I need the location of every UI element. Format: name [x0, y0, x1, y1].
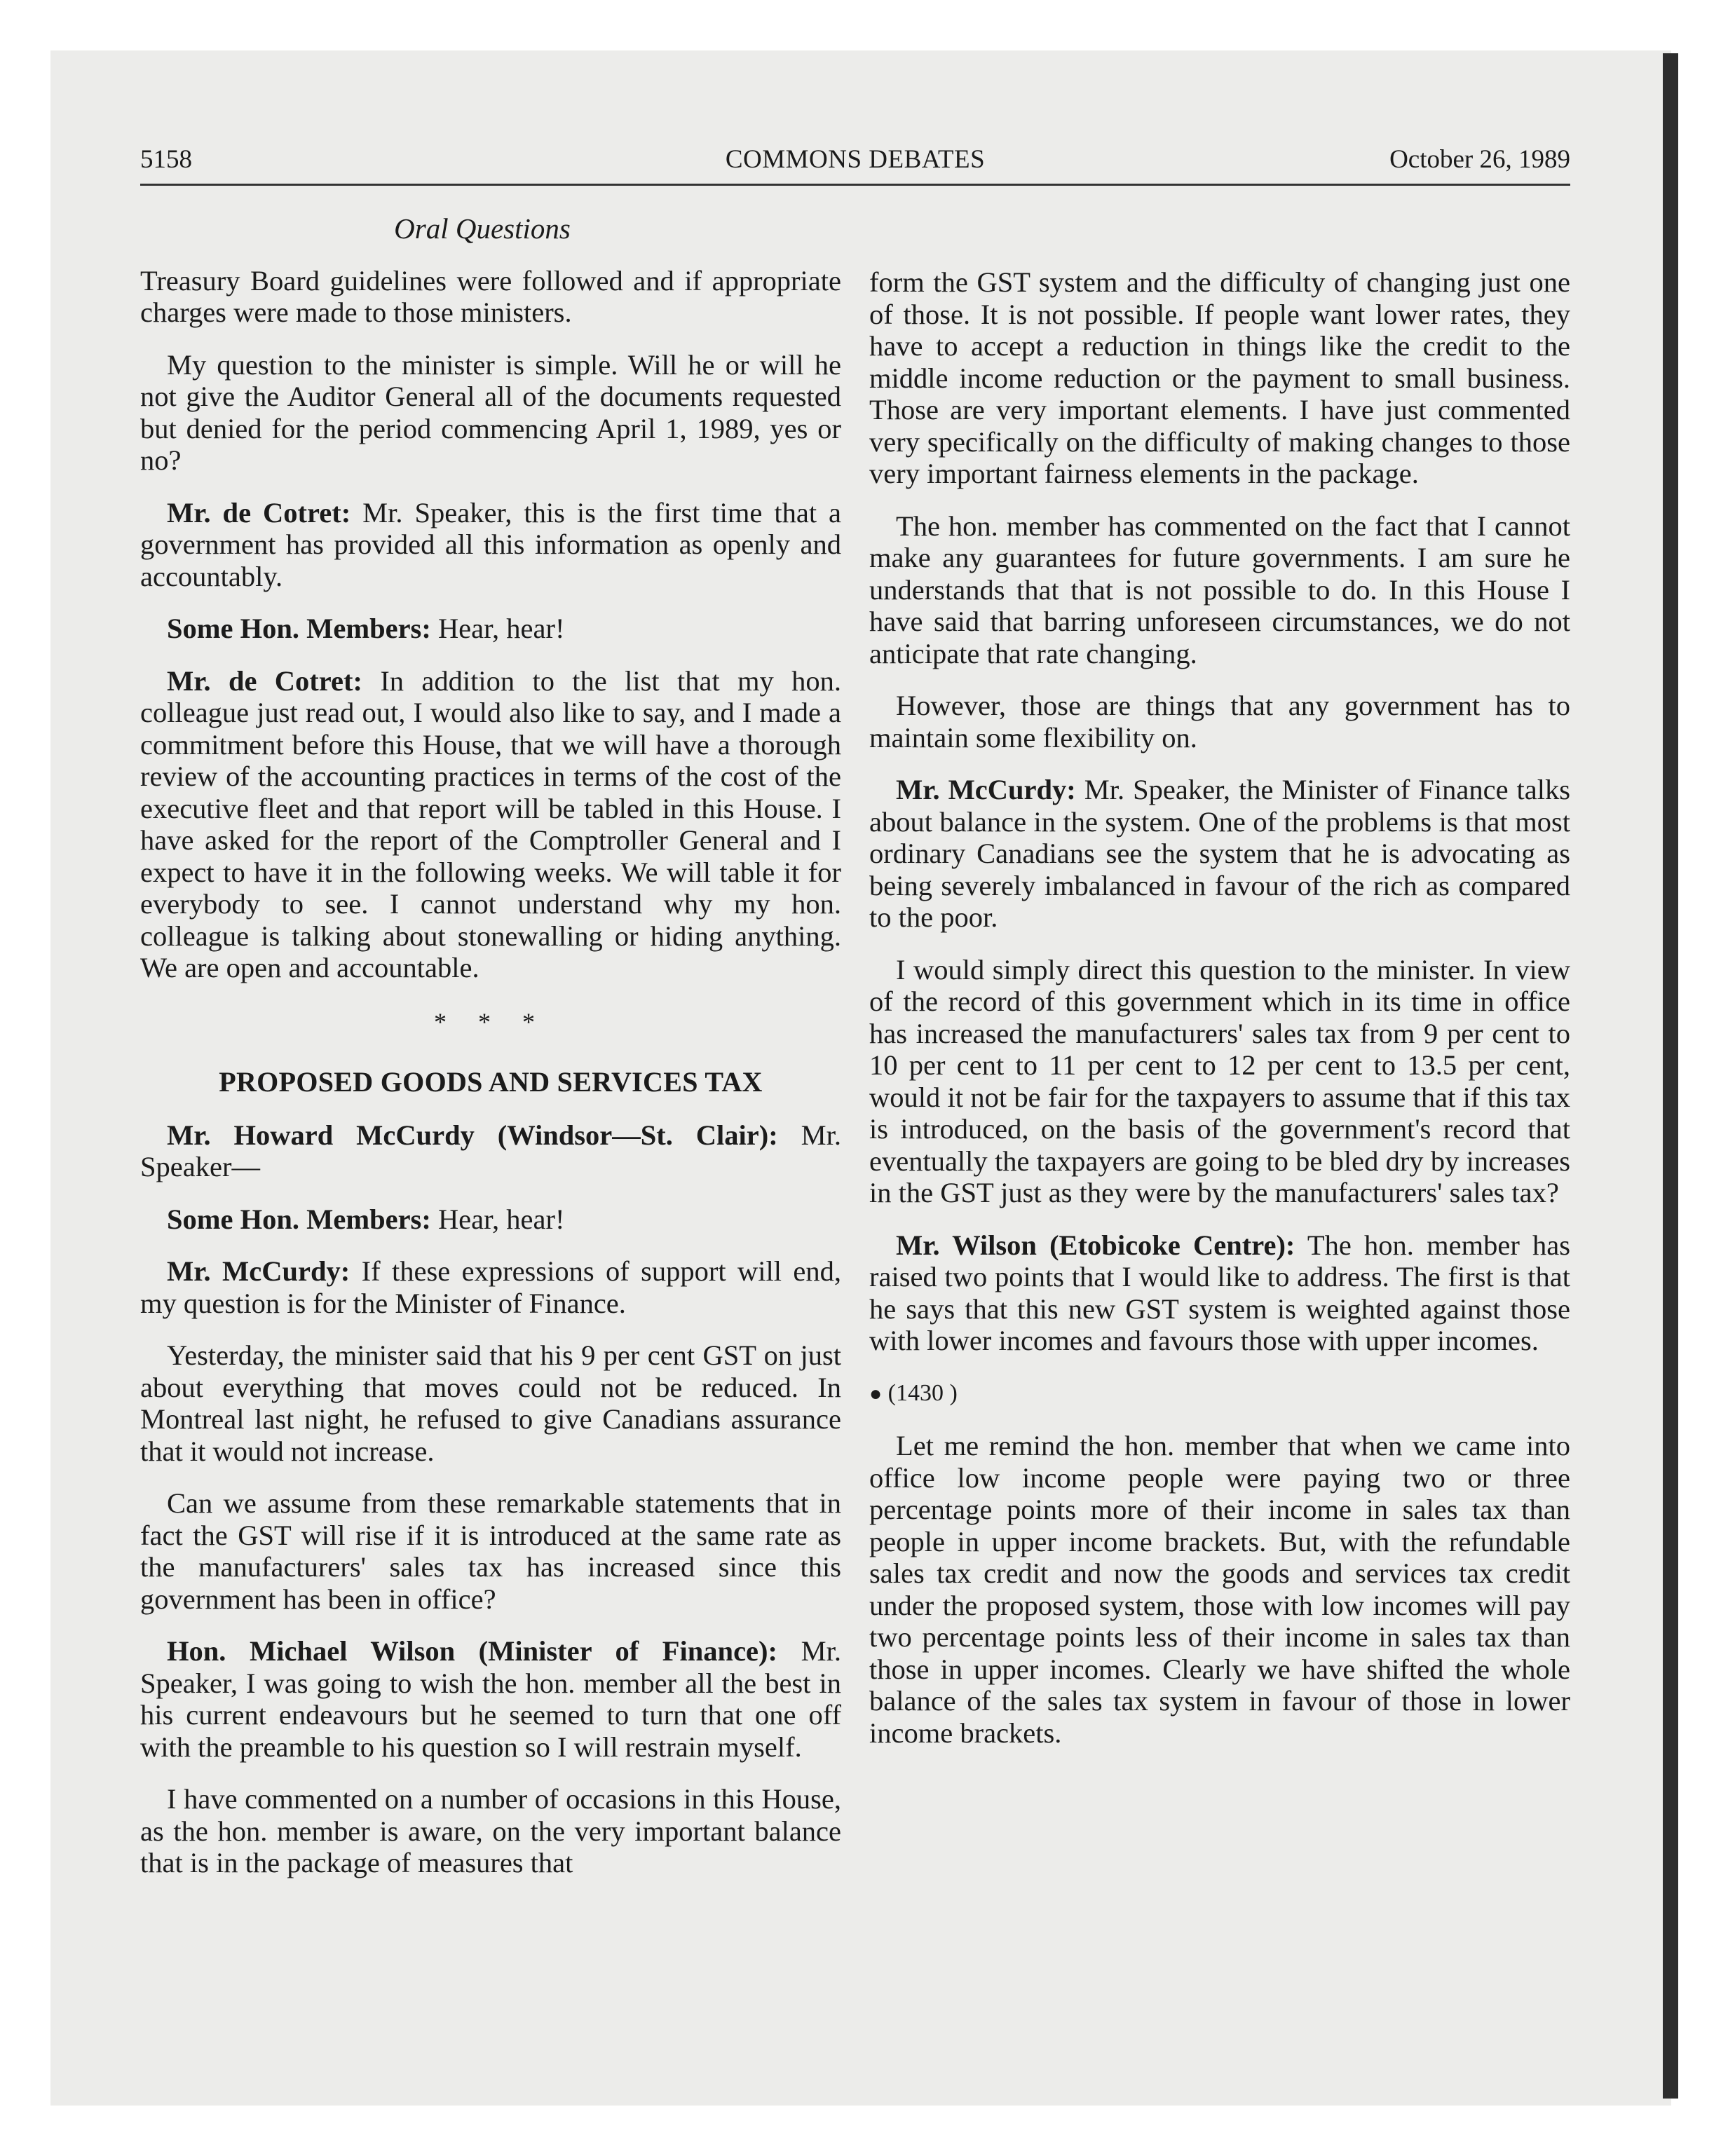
speaker-name: Mr. McCurdy:: [167, 1255, 351, 1287]
paragraph-text: Mr. Speaker, I was going to wish the hon. member all the best in his current endeavours but he seemed to turn that one off with the preamble to his question so I will restrain myself.: [140, 1635, 841, 1763]
right-column: [869, 266, 1570, 1769]
speaker-name: Hon. Michael Wilson (Minister of Finance):: [167, 1635, 778, 1667]
paragraph: [140, 265, 841, 329]
paragraph: [869, 266, 1570, 490]
speaker-name: Some Hon. Members:: [167, 613, 431, 644]
right-paragraphs-2: [869, 1430, 1570, 1749]
speaker-name: Mr. de Cotret:: [167, 664, 362, 697]
paragraph: [869, 1229, 1570, 1357]
paragraph-text: My question to the minister is simple. Will he or will he not give the Auditor General all of the documents requested but denied for the period commencing April 1, 1989, yes or no?: [140, 348, 841, 476]
paragraph-text: Hear, hear!: [437, 613, 565, 644]
paragraph-text: I would simply direct this question to the minister. In view of the record of this government which in its time in office has increased the manufacturers' sales tax from 9 per cent to 10 per cent to 11 per cent to 12 per cent to 13.5 per cent, would it not be fair for the taxpayers to assume that if this tax is introduced, on the basis of the government's record that eventually the taxpayers are going to be bled dry by increases in the GST just as they were by the manufacturers' sales tax?: [869, 953, 1570, 1208]
paragraph: [869, 1430, 1570, 1749]
timestamp-marker: [869, 1377, 1570, 1410]
paragraph-text: Treasury Board guidelines were followed and if appropriate charges were made to those ministers.: [140, 264, 841, 328]
left-paragraphs-2: [140, 1119, 841, 1879]
paragraph: [869, 954, 1570, 1209]
paragraph-text: However, those are things that any government has to maintain some flexibility on.: [869, 690, 1570, 753]
binding-edge: [1663, 53, 1678, 2099]
paragraph: [140, 1119, 841, 1183]
page-header: [140, 137, 1570, 182]
section-separator: * * *: [434, 1007, 547, 1036]
paragraph-text: Can we assume from these remarkable statements that in fact the GST will rise if it is introduced at the same rate as the manufacturers' sales tax has increased since this government has been in office?: [140, 1487, 841, 1615]
paragraph: [140, 1635, 841, 1763]
paragraph: [140, 665, 841, 984]
paragraph: [140, 497, 841, 593]
paragraph-text: Mr. Speaker, this is the first time that a government has provided all this information as openly and accountably.: [140, 496, 841, 592]
paragraph-text: The hon. member has commented on the fact that I cannot make any guarantees for future governments. I am sure he understands that that is not possible to do. In this House I have said that barring unforeseen circumstances, we do not anticipate that rate changing.: [869, 510, 1570, 669]
left-column: [140, 213, 841, 1899]
paragraph-text: form the GST system and the difficulty of changing just one of those. It is not possible. If people want lower rates, they have to accept a reduction in things like the credit to the middle income reduction or the payment to small business. Those are very important elements. I have just commented very specifically on the difficulty of making changes to those very important fairness elements in the package.: [869, 266, 1570, 489]
paragraph: [140, 1339, 841, 1467]
speaker-name: Mr. Wilson (Etobicoke Centre):: [896, 1229, 1295, 1261]
paragraph: [869, 774, 1570, 934]
speaker-name: Mr. Howard McCurdy (Windsor—St. Clair):: [167, 1119, 778, 1151]
journal-title: COMMONS DEBATES: [725, 145, 986, 174]
speaker-name: Some Hon. Members:: [167, 1203, 431, 1235]
paragraph-text: I have commented on a number of occasions in this House, as the hon. member is aware, on the very important balance that is in the package of measures that: [140, 1783, 841, 1878]
paragraph: [140, 349, 841, 477]
paragraph: [869, 510, 1570, 670]
header-rule: [140, 184, 1570, 186]
page-number: 5158: [140, 145, 192, 174]
paragraph: [140, 1255, 841, 1319]
left-paragraphs: [140, 265, 841, 984]
paragraph-text: Mr. Speaker, the Minister of Finance talks about balance in the system. One of the problems is that most ordinary Canadians see the system that he is advocating as being severely imbalanced in favour of the rich as compared to the poor.: [869, 774, 1570, 933]
section-label: Oral Questions: [394, 212, 571, 245]
speaker-name: Mr. McCurdy:: [896, 774, 1076, 805]
speaker-name: Mr. de Cotret:: [167, 496, 351, 528]
paragraph: [140, 1203, 841, 1236]
section-heading: PROPOSED GOODS AND SERVICES TAX: [219, 1066, 763, 1098]
right-paragraphs: [869, 266, 1570, 1357]
paragraph-text: In addition to the list that my hon. colleague just read out, I would also like to say, and I made a commitment before this House, that we will have a thorough review of the accounting practices in terms of the cost of the executive fleet and that report will be tabled in this House. I have asked for the report of the Comptroller General and I expect to have it in the following weeks. We will table it for everybody to see. I cannot understand why my hon. colleague is talking about stonewalling or hiding anything. We are open and accountable.: [140, 664, 841, 983]
paragraph-text: Let me remind the hon. member that when we came into office low income people were paying two or three percentage points more of their income in sales tax than people in upper income brackets. But, with the refundable sales tax credit and now the goods and services tax credit under the proposed system, those with low incomes will pay two percentage points less of their income in sales tax than those in upper incomes. Clearly we have shifted the whole balance of the sales tax system in favour of those in lower income brackets.: [869, 1430, 1570, 1749]
publication-date: October 26, 1989: [1389, 145, 1570, 174]
paragraph-text: If these expressions of support will end, my question is for the Minister of Finance.: [140, 1255, 841, 1319]
paragraph: [140, 1783, 841, 1879]
paragraph-text: Hear, hear!: [437, 1203, 565, 1235]
paragraph-text: Yesterday, the minister said that his 9 per cent GST on just about everything that moves could not be reduced. In Montreal last night, he refused to give Canadians assurance that it would not increase.: [140, 1339, 841, 1467]
bullet-icon: ●: [869, 1381, 883, 1405]
paragraph: [140, 613, 841, 645]
paragraph-text: Mr. Speaker—: [140, 1119, 842, 1182]
paragraph-text: The hon. member has raised two points that I would like to address. The first is that he says that this new GST system is weighted against those with lower incomes and favours those with upper incomes.: [869, 1229, 1570, 1356]
timestamp-text: (1430 ): [887, 1379, 958, 1406]
paragraph: [140, 1487, 841, 1615]
paragraph: [869, 690, 1570, 753]
